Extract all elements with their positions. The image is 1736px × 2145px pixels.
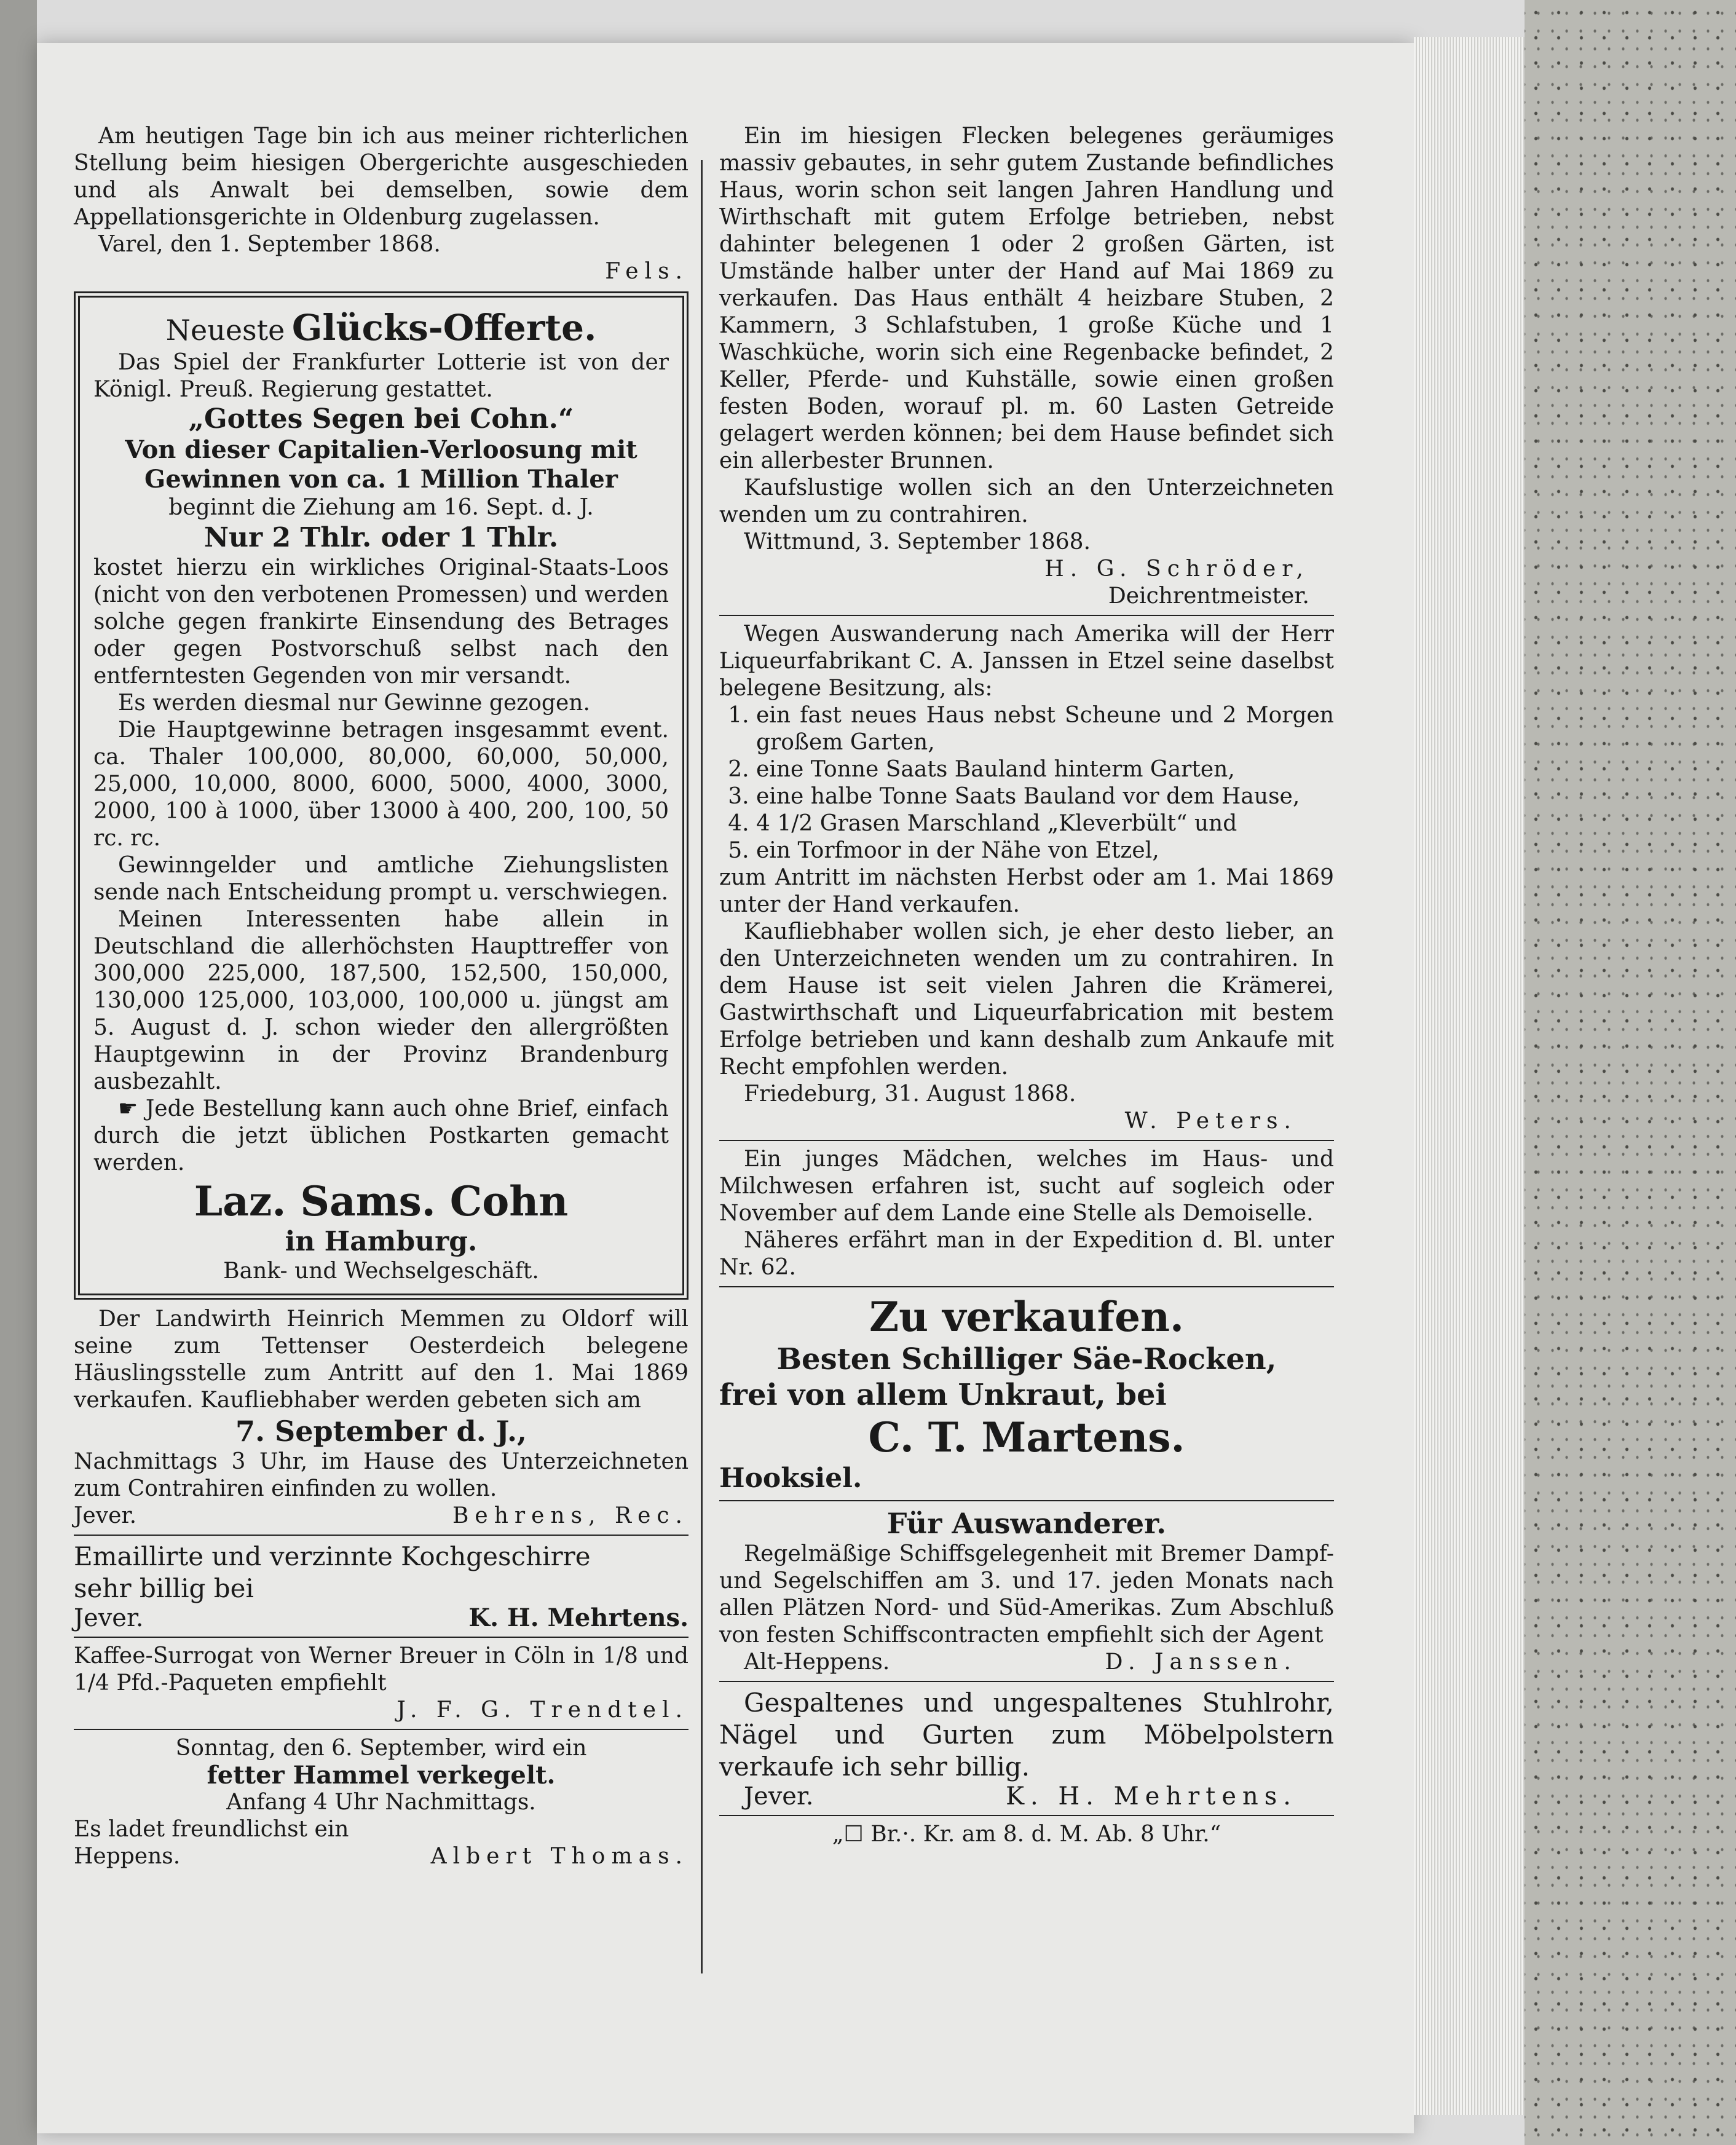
ad-signature: Fels. bbox=[605, 259, 688, 284]
ad-mehrtens-stuhlrohr bbox=[719, 1687, 1334, 1810]
ad-title: Deichrentmeister. bbox=[1108, 583, 1309, 609]
ad-footer bbox=[719, 1783, 1334, 1810]
ad-text: Der Landwirth Heinrich Memmen zu Oldorf will seine zum Tettenser Oesterdeich belegene Häuslingsstelle zum Antritt auf den 1. Mai 1869 verkaufen. Kaufliebhaber werden gebeten sich am bbox=[74, 1306, 688, 1413]
left-column bbox=[74, 123, 688, 1870]
ad-place: Jever. bbox=[74, 1503, 137, 1528]
lottery-p4: Die Hauptgewinne betragen insgesammt event. ca. Thaler 100,000, 80,000, 60,000, 50,000, 25,000, 10,000, 8000, 6000, 5000, 4000, 3000, 2000, 100 à 1000, über 13000 à 400, 200, 100, 50 rc. rc. bbox=[93, 717, 669, 851]
lottery-city: in Hamburg. bbox=[285, 1226, 478, 1257]
ad-text-2: Nachmittags 3 Uhr, im Hause des Unterzeichneten zum Contrahiren einfinden zu wollen. bbox=[74, 1449, 688, 1501]
lottery-p7: ☛ Jede Bestellung kann auch ohne Brief, einfach durch die jetzt üblichen Postkarten gemacht werden. bbox=[93, 1096, 669, 1175]
ad-place: Alt-Heppens. bbox=[744, 1649, 890, 1675]
list-item: 5. ein Torfmoor in der Nähe von Etzel, bbox=[756, 837, 1334, 864]
ad-footer bbox=[74, 1605, 688, 1632]
section-rule bbox=[719, 615, 1334, 616]
book-gutter bbox=[0, 0, 37, 2145]
ad-footer bbox=[74, 1503, 688, 1530]
ad-text-2: Näheres erfährt man in der Expedition d. Bl. unter Nr. 62. bbox=[719, 1228, 1334, 1280]
ad-text: Am heutigen Tage bin ich aus meiner richterlichen Stellung beim hiesigen Obergerichte ausgeschieden und als Anwalt bei demselben, sowie dem Appellationsgerichte in Oldenburg zugelassen. bbox=[74, 124, 688, 230]
lottery-p3: Es werden diesmal nur Gewinne gezogen. bbox=[118, 690, 590, 716]
ad-signature: D. Janssen. bbox=[1105, 1649, 1297, 1675]
column-divider bbox=[701, 160, 703, 1973]
ad-text: Ein im hiesigen Flecken belegenes geräumiges massiv gebautes, in sehr gutem Zustande befindliches Haus, worin schon seit langen Jahren Handlung und Wirthschaft mit gutem Erfolge betrieben, nebst dahinter belegenen 1 oder 2 großen Gärten, ist Umstände halber unter der Hand auf Mai 1869 zu verkaufen. Das Haus enthält 4 heizbare Stuben, 2 Kammern, 3 Schlafstuben, 1 große Küche und 1 Waschküche, worin sich eine Regenbacke befindet, 2 Keller, Pferde- und Kuhställe, sowie einen großen festen Boden, worauf pl. m. 60 Lasten Getreide gelagert werden können; bei dem Hause befindet sich ein allerbester Brunnen. bbox=[719, 124, 1334, 473]
lottery-line2: Von dieser Capitalien-Verloosung mit Gewinnen von ca. 1 Million Thaler bbox=[125, 435, 637, 494]
ad-auswanderer bbox=[719, 1506, 1334, 1676]
ad-place-date: Friedeburg, 31. August 1868. bbox=[744, 1081, 1076, 1107]
ad-text: Wegen Auswanderung nach Amerika will der Herr Liqueurfabrikant C. A. Janssen in Etzel seine daselbst belegene Besitzung, als: bbox=[719, 622, 1334, 701]
ad-place: Hooksiel. bbox=[719, 1463, 862, 1494]
ad-date: 7. September d. J., bbox=[235, 1415, 527, 1448]
list-item: 2. eine Tonne Saats Bauland hinterm Garten, bbox=[756, 756, 1334, 783]
ad-signature: H. G. Schröder, bbox=[1044, 556, 1309, 582]
lottery-motto: „Gottes Segen bei Cohn.“ bbox=[188, 403, 574, 435]
section-rule bbox=[74, 1637, 688, 1638]
ad-lottery bbox=[74, 291, 688, 1300]
section-rule bbox=[719, 1681, 1334, 1682]
section-rule bbox=[74, 1535, 688, 1536]
lodge-notice: „☐ Br.·. Kr. am 8. d. M. Ab. 8 Uhr.“ bbox=[832, 1822, 1221, 1847]
ad-headline: Zu verkaufen. bbox=[869, 1293, 1185, 1341]
ad-martens bbox=[719, 1292, 1334, 1495]
page-stack-edge bbox=[1414, 37, 1525, 2115]
ad-line-1: Emaillirte und verzinnte Kochgeschirre bbox=[74, 1541, 591, 1571]
ad-signature: Albert Thomas. bbox=[430, 1844, 688, 1869]
lottery-firm: Laz. Sams. Cohn bbox=[194, 1177, 569, 1225]
book-cover bbox=[1525, 0, 1736, 2145]
lottery-headline-a: Neueste bbox=[165, 314, 285, 347]
ad-place-date: Varel, den 1. September 1868. bbox=[98, 232, 441, 257]
ad-signature: Behrens, Rec. bbox=[452, 1503, 688, 1528]
lottery-line3: beginnt die Ziehung am 16. Sept. d. J. bbox=[168, 495, 594, 520]
ad-maedchen bbox=[719, 1146, 1334, 1281]
list-item: 1. ein fast neues Haus nebst Scheune und 2 Morgen großem Garten, bbox=[756, 702, 1334, 756]
ad-mehrtens-kochgeschirre bbox=[74, 1541, 688, 1632]
ad-signature: K. H. Mehrtens. bbox=[1006, 1782, 1297, 1811]
section-rule bbox=[719, 1286, 1334, 1287]
ad-line-4: Es ladet freundlichst ein bbox=[74, 1817, 349, 1842]
section-rule bbox=[74, 1729, 688, 1730]
ad-place: Heppens. bbox=[74, 1844, 181, 1869]
ad-signature: J. F. G. Trendtel. bbox=[397, 1697, 688, 1723]
lottery-price: Nur 2 Thlr. oder 1 Thlr. bbox=[203, 522, 559, 553]
lottery-p5: Gewinngelder und amtliche Ziehungslisten sende nach Entscheidung prompt u. verschwiegen. bbox=[93, 853, 669, 905]
ad-place: Jever. bbox=[744, 1782, 814, 1811]
ad-memmen bbox=[74, 1306, 688, 1530]
ad-text-2: zum Antritt im nächsten Herbst oder am 1. Mai 1869 unter der Hand verkaufen. bbox=[719, 865, 1334, 917]
lottery-headline bbox=[93, 306, 669, 349]
lottery-p1: Das Spiel der Frankfurter Lotterie ist von der Königl. Preuß. Regierung gestattet. bbox=[93, 350, 669, 402]
ad-text-2: Kaufslustige wollen sich an den Unterzeichneten wenden um zu contrahiren. bbox=[719, 475, 1334, 527]
list-item: 4. 4 1/2 Grasen Marschland „Kleverbült“ und bbox=[756, 810, 1334, 837]
ad-fels bbox=[74, 123, 688, 285]
ad-text: Gespaltenes und ungespaltenes Stuhlrohr, Nägel und Gurten zum Möbelpolstern verkaufe ich sehr billig. bbox=[719, 1688, 1334, 1782]
ad-janssen-etzel bbox=[719, 621, 1334, 1135]
ad-footer bbox=[719, 1649, 1334, 1676]
right-column bbox=[719, 123, 1334, 1848]
ad-hammel bbox=[74, 1735, 688, 1870]
ad-place-date: Wittmund, 3. September 1868. bbox=[744, 529, 1091, 555]
ad-line-2: frei von allem Unkraut, bei bbox=[719, 1378, 1167, 1412]
section-rule bbox=[719, 1140, 1334, 1141]
ad-kaffee bbox=[74, 1643, 688, 1724]
ad-schroeder-haus bbox=[719, 123, 1334, 610]
ad-text: Kaffee-Surrogat von Werner Breuer in Cöln in 1/8 und 1/4 Pfd.-Paqueten empfiehlt bbox=[74, 1643, 688, 1696]
ad-line-2: sehr billig bei bbox=[74, 1573, 254, 1603]
list-item: 3. eine halbe Tonne Saats Bauland vor dem Hause, bbox=[756, 783, 1334, 810]
ad-text: Regelmäßige Schiffsgelegenheit mit Bremer Dampf- und Segelschiffen am 3. und 17. jeden Monats nach allen Plätzen Nord- und Süd-Amerikas. Zum Abschluß von festen Schiffscontracten empfiehlt sich der Agent bbox=[719, 1541, 1334, 1648]
ad-text-3: Kaufliebhaber wollen sich, je eher desto lieber, an den Unterzeichneten wenden um zu contrahiren. In dem Hause ist seit vielen Jahren die Krämerei, Gastwirthschaft und Liqueurfabrication mit bestem Erfolge betrieben und kann deshalb zum Ankaufe mit Recht empfohlen werden. bbox=[719, 919, 1334, 1080]
lottery-p2: kostet hierzu ein wirkliches Original-Staats-Loos (nicht von den verbotenen Promessen) und werden solche gegen frankirte Einsendung des Betrages oder gegen Postvorschuß selbst nach den entferntesten Gegenden von mir versandt. bbox=[93, 555, 669, 689]
ad-place: Jever. bbox=[74, 1604, 144, 1632]
ad-line-1: Besten Schilliger Säe-Rocken, bbox=[776, 1342, 1277, 1377]
ad-text: Ein junges Mädchen, welches im Haus- und Milchwesen erfahren ist, sucht auf sogleich oder November auf dem Lande eine Stelle als Demoiselle. bbox=[719, 1147, 1334, 1226]
property-list bbox=[719, 702, 1334, 864]
ad-footer bbox=[74, 1843, 688, 1870]
section-rule bbox=[719, 1815, 1334, 1816]
ad-line-2: fetter Hammel verkegelt. bbox=[207, 1761, 556, 1790]
section-rule bbox=[719, 1500, 1334, 1501]
lottery-business: Bank- und Wechselgeschäft. bbox=[223, 1258, 539, 1284]
lottery-p6: Meinen Interessenten habe allein in Deutschland die allerhöchsten Haupttreffer von 300,000 225,000, 187,500, 152,500, 150,000, 130,000 125,000, 103,000, 100,000 u. jüngst am 5. August d. J. schon wieder den allergrößten Hauptgewinn in der Provinz Brandenburg ausbezahlt. bbox=[93, 907, 669, 1094]
ad-line-3: Anfang 4 Uhr Nachmittags. bbox=[226, 1790, 536, 1815]
ad-line-1: Sonntag, den 6. September, wird ein bbox=[175, 1736, 587, 1761]
ad-name: C. T. Martens. bbox=[868, 1413, 1185, 1461]
ad-signature: W. Peters. bbox=[1124, 1108, 1297, 1134]
lottery-headline-b: Glücks-Offerte. bbox=[291, 307, 597, 349]
ad-headline: Für Auswanderer. bbox=[886, 1507, 1167, 1540]
ad-signature: K. H. Mehrtens. bbox=[468, 1603, 688, 1632]
